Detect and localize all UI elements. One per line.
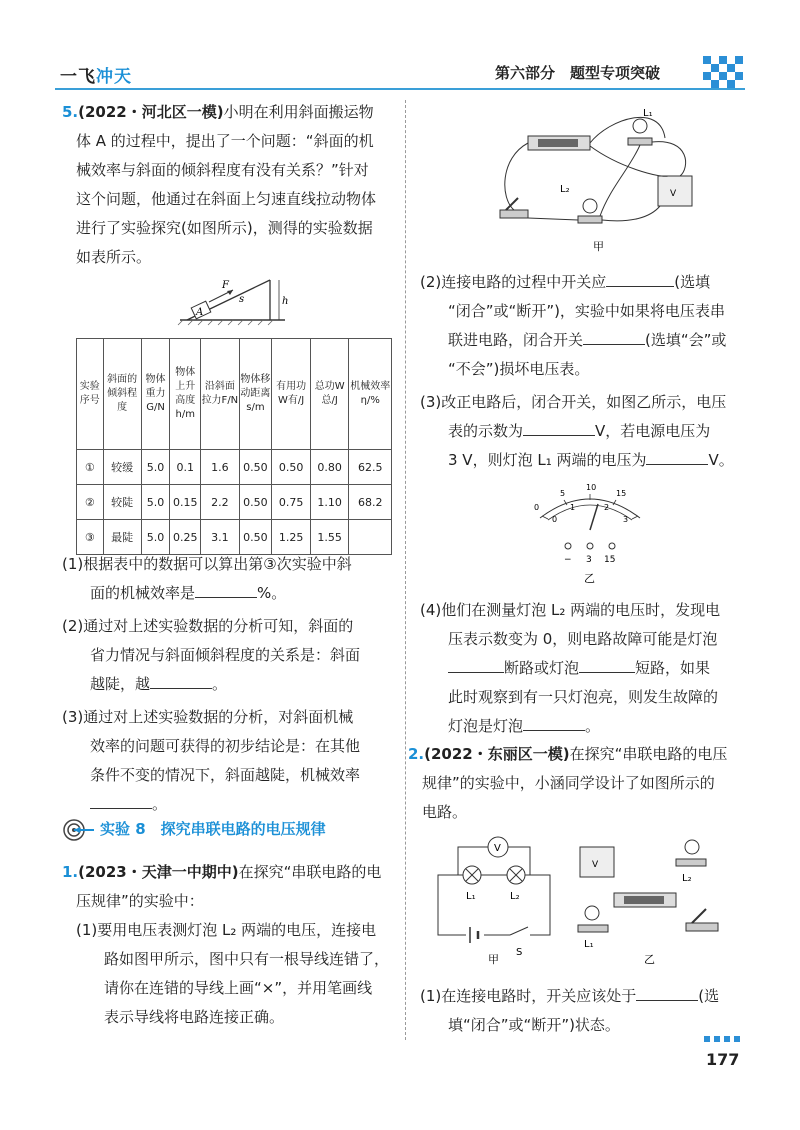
tick-label: 3: [623, 515, 629, 524]
fig-jia-label-2: 甲: [488, 953, 499, 965]
answer-blank[interactable]: [448, 656, 504, 673]
incline-data-table: 实验序号 斜面的倾斜程度 物体重力G/N 物体上升高度h/m 沿斜面拉力F/N 物体移动距离s/m 有用功W有/J 总功W总/J 机械效率η/% ① 较缓 5.0 0.1 1.6 0.50 0.50 0.80 62.5 ② 较陡 5.0 0.15 2.2 0.50 0.75 1.10 68.2 ③ 最陡 5.0 0.25 3.1 0.50 1.25 1.55: [76, 338, 392, 555]
yi-voltmeter-label: V: [592, 860, 599, 870]
answer-blank[interactable]: [646, 448, 708, 465]
page-badge-icon: [704, 1036, 744, 1046]
tick-label: 0: [552, 515, 558, 524]
q1-sub-right: (2)连接电路的过程中开关应 (选填 “闭合”或“断开”)，实验中如果将电压表串 联进电路，闭合开关 (选填“会”或 “不会”)损坏电压表。 (3)改正电路后，闭合开关，如图乙所示，电压 表的示数为 V，若电源电压为 3 V，则灯泡 L₁ 两端的电压为 V。: [420, 268, 755, 475]
incline-figure: [175, 272, 300, 327]
yi-l2-label: L₂: [682, 873, 692, 884]
meter-needle: [590, 504, 598, 530]
q1-text: 1.(2023・天津一中期中)在探究“串联电路的电 压规律”的实验中： (1)要用电压表测灯泡 L₂ 两端的电压，连接电 路如图甲所示，图中只有一根导线连错了， 请你在连错的导线上画“×”，并用笔画线 表示导线将电路连接正确。: [62, 863, 390, 1026]
answer-blank[interactable]: [523, 714, 585, 731]
section-title: 第六部分 题型专项突破: [495, 64, 661, 82]
answer-blank[interactable]: [579, 656, 635, 673]
terminal-label: −: [564, 555, 572, 565]
tick-label: 0: [534, 503, 540, 512]
q5-text: 5.(2022・河北区一模)小明在利用斜面搬运物 体 A 的过程中，提出了一个问题：“斜面的机 械效率与斜面的倾斜程度有没有关系？”针对 这个问题，他通过在斜面上匀速直线拉动物体 进行了实验探究(如图所示)，测得的实验数据 如表所示。: [62, 103, 377, 266]
distance-label: s: [239, 294, 245, 305]
answer-blank[interactable]: [583, 328, 645, 345]
q2-sub1: (1)在连接电路时，开关应该处于 (选 填“闭合”或“断开”)状态。: [420, 982, 755, 1040]
q2-text: 2.(2022・东丽区一模)在探究“串联电路的电压 规律”的实验中，小涵同学设计了如图所示的 电路。: [408, 745, 728, 821]
answer-blank[interactable]: [90, 792, 152, 809]
table-row: ③ 最陡 5.0 0.25 3.1 0.50 1.25 1.55: [77, 520, 392, 555]
fig-yi-label: 乙: [584, 572, 595, 585]
voltmeter-v-label: V: [670, 189, 677, 199]
tick-label: 1: [570, 503, 576, 512]
column-divider: [405, 100, 406, 1040]
table-row: ② 较陡 5.0 0.15 2.2 0.50 0.75 1.10 68.2: [77, 485, 392, 520]
brand-logo: 一飞冲天: [60, 67, 132, 87]
answer-blank[interactable]: [606, 270, 674, 287]
answer-blank[interactable]: [523, 419, 595, 436]
q5-subquestions: (1)根据表中的数据可以算出第③次实验中斜 面的机械效率是 %。 (2)通过对上述实验数据的分析可知，斜面的 省力情况与斜面倾斜程度的关系是：斜面 越陡，越 。 (3)通过对上述实验数据的分析，对斜面机械 效率的问题可获得的初步结论是：在其他 条件不变的情况下，斜面越陡，机械效率 。: [62, 555, 361, 813]
tick-label: 2: [604, 503, 610, 512]
yi-l1-label: L₁: [584, 939, 594, 950]
fig-yi-label-2: 乙: [644, 953, 655, 965]
tick-label: 15: [616, 489, 627, 498]
fig-jia-label: 甲: [593, 240, 604, 253]
table-row: ① 较缓 5.0 0.1 1.6 0.50 0.50 0.80 62.5: [77, 450, 392, 485]
fig-l1-label: L₁: [643, 108, 653, 119]
circuit-jia-figure: [490, 98, 720, 258]
schematic-v-label: V: [494, 843, 501, 854]
header-rule: [55, 88, 745, 90]
block-a-label: A: [196, 307, 204, 318]
height-label: h: [282, 296, 289, 307]
fig-l2-label: L₂: [560, 184, 570, 195]
q5-number: 5.: [62, 103, 79, 121]
terminal-label: 3: [586, 555, 592, 565]
voltmeter-dial-figure: [520, 478, 660, 588]
tick-label: 5: [560, 489, 566, 498]
tick-label: 10: [586, 483, 597, 492]
schematic-s-label: S: [516, 947, 523, 958]
page-number: 177: [706, 1050, 740, 1069]
checker-decoration: [703, 56, 748, 90]
answer-blank[interactable]: [636, 984, 698, 1001]
q1-sub4: (4)他们在测量灯泡 L₂ 两端的电压时，发现电 压表示数变为 0，则电路故障可能是灯泡 断路或灯泡 短路，如果 此时观察到有一只灯泡亮，则发生故障的 灯泡是灯泡 。: [420, 601, 721, 735]
terminal-label: 15: [604, 555, 616, 565]
answer-blank[interactable]: [195, 581, 257, 598]
circuit-schematic-jia: [430, 835, 560, 965]
schematic-l2-label: L₂: [510, 891, 520, 902]
force-label: F: [222, 280, 229, 291]
schematic-l1-label: L₁: [466, 891, 476, 902]
experiment-8-title: 实验 8 探究串联电路的电压规律: [100, 820, 326, 838]
answer-blank[interactable]: [150, 672, 212, 689]
target-icon: [60, 818, 96, 842]
q5-source: (2022・河北区一模): [78, 103, 224, 121]
circuit-physical-yi: [570, 835, 745, 965]
